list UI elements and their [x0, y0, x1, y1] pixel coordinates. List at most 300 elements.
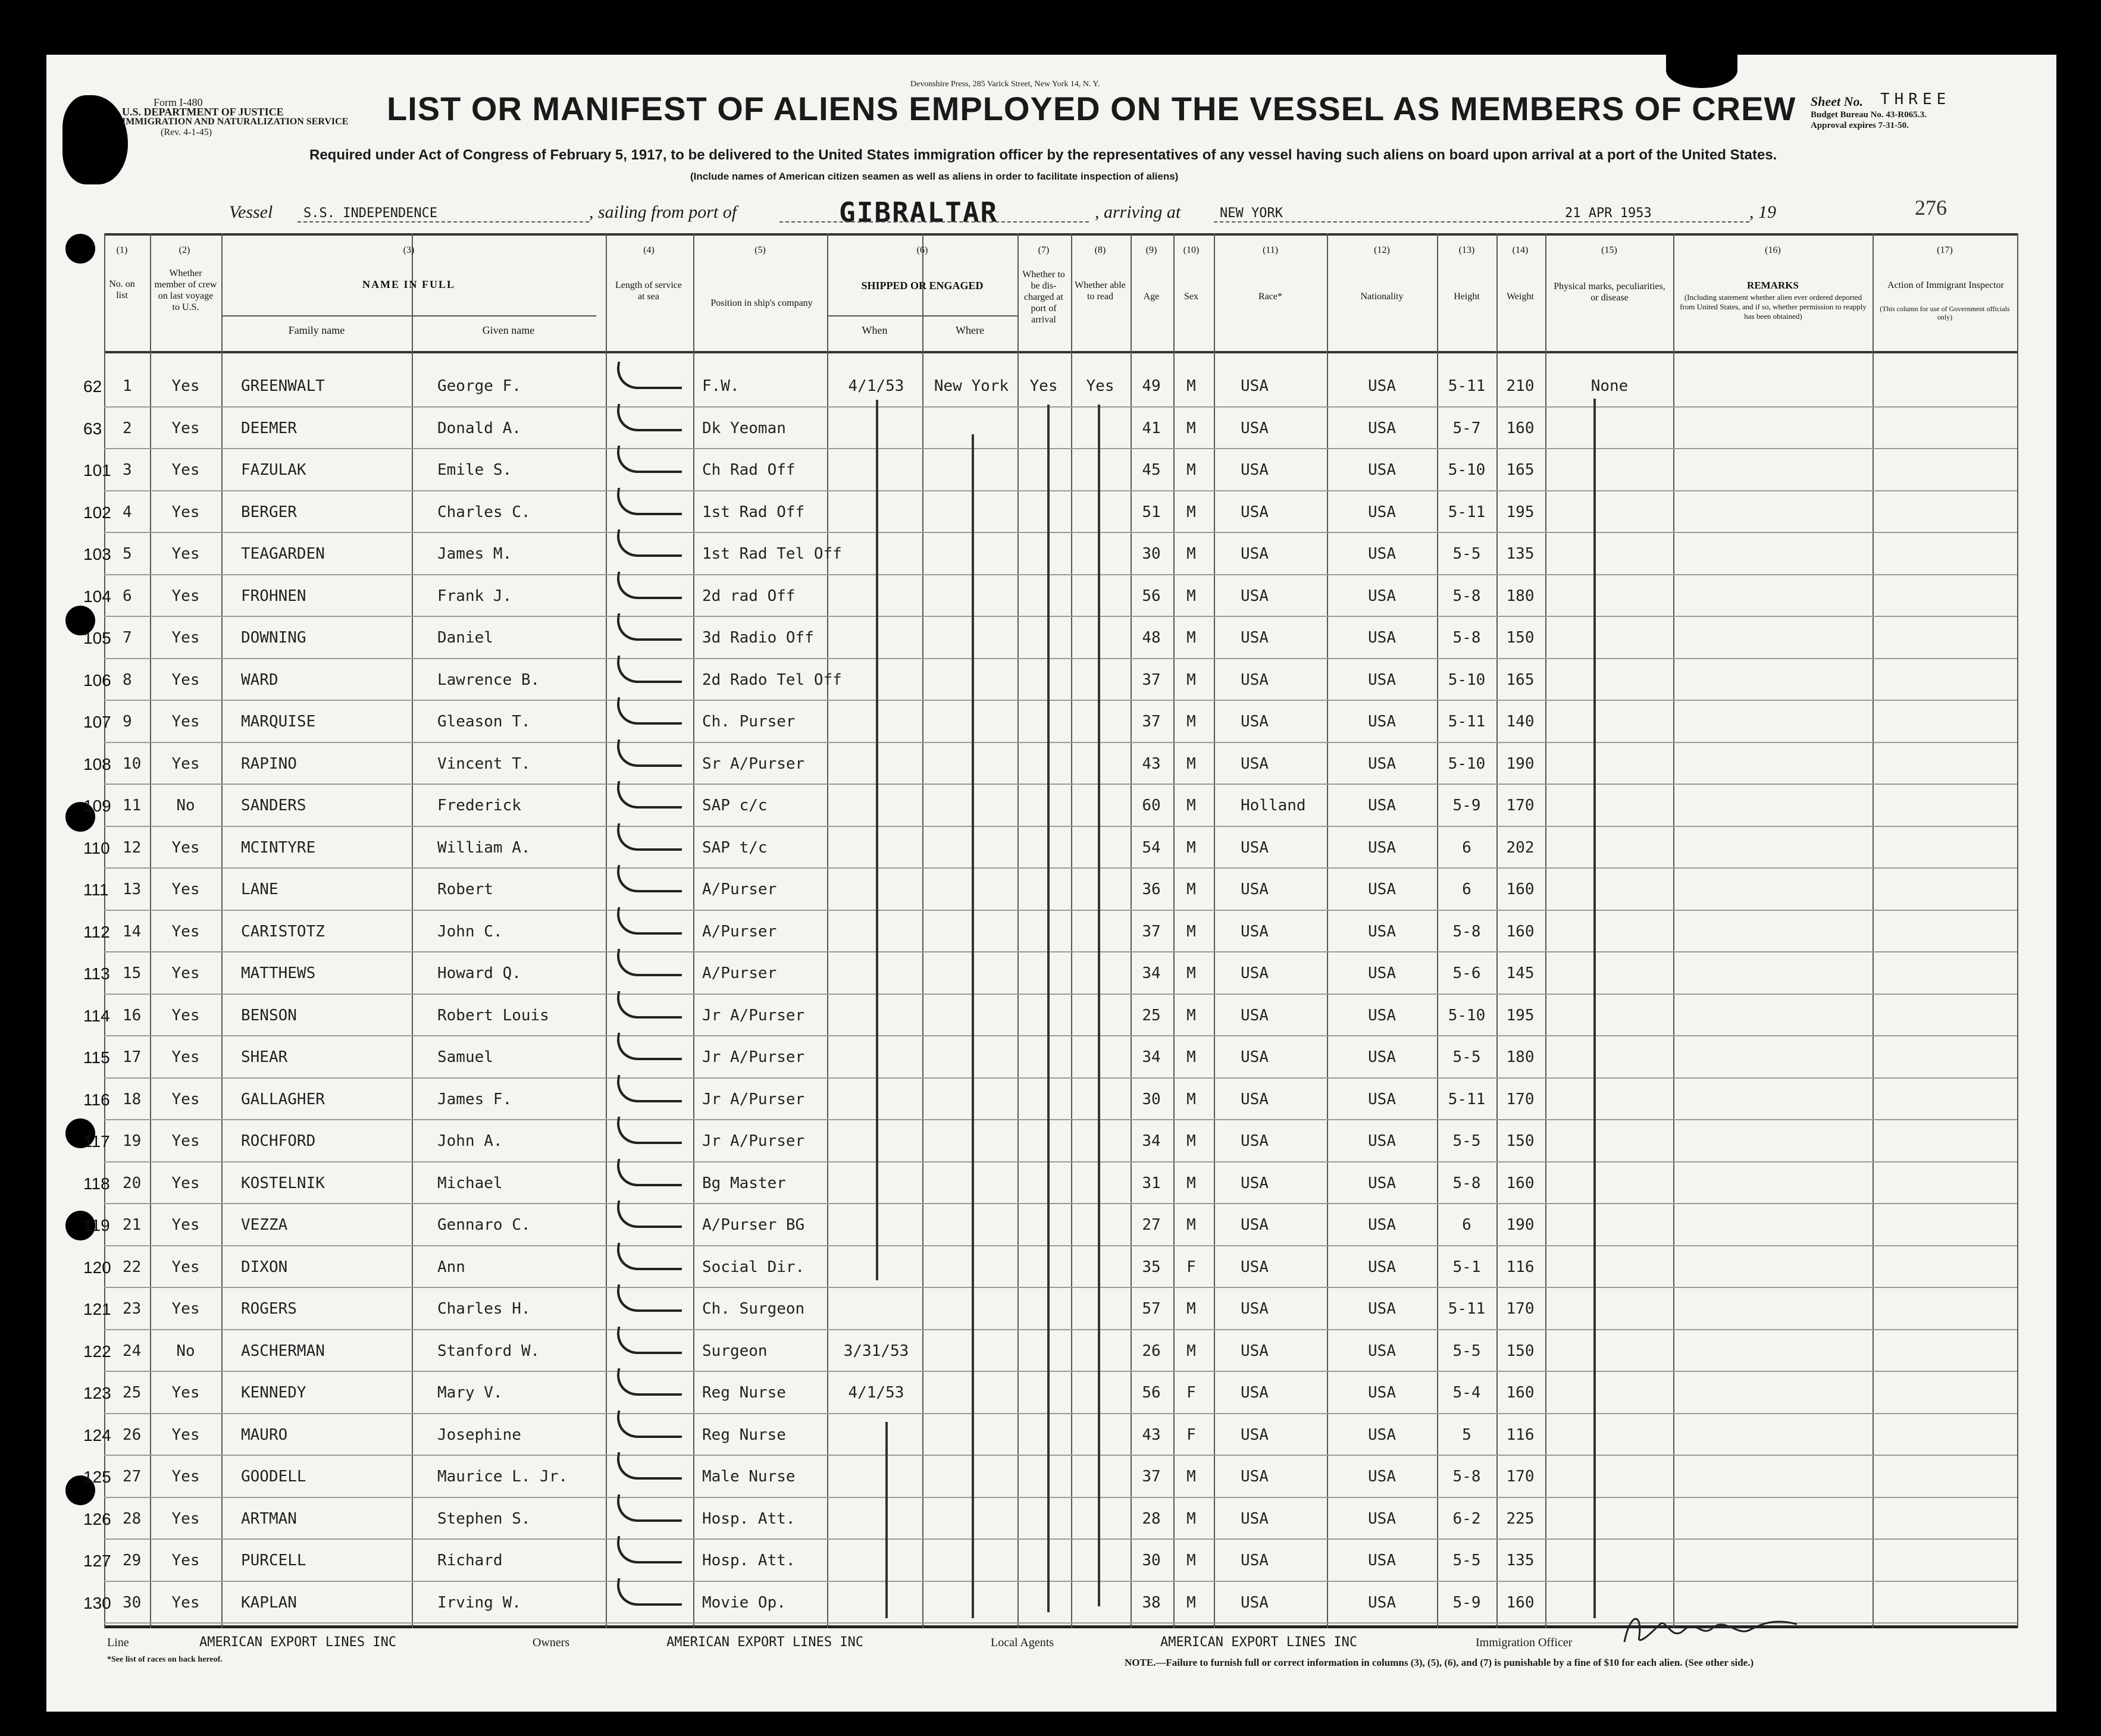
check-mark [614, 446, 685, 473]
sailing-label: , sailing from port of [589, 202, 737, 222]
service: IMMIGRATION AND NATURALIZATION SERVICE [122, 117, 349, 127]
cell-height: 5-11 [1448, 1300, 1486, 1318]
cell-age: 49 [1142, 377, 1161, 395]
cell-pos: Surgeon [702, 1342, 768, 1360]
cell-nat: USA [1368, 1468, 1396, 1486]
col16-header: REMARKS [1747, 280, 1799, 291]
column-rule [922, 233, 923, 1628]
cell-race: USA [1241, 419, 1269, 437]
check-mark [614, 739, 685, 767]
cell-height: 5-8 [1452, 922, 1481, 941]
cell-hand: 122 [83, 1342, 111, 1361]
cell-age: 36 [1142, 880, 1161, 898]
arrival-underline [1214, 221, 1749, 224]
ditto-line [1047, 405, 1050, 1612]
row-rule [104, 1287, 2017, 1288]
cell-given: William A. [437, 838, 531, 857]
cell-age: 43 [1142, 754, 1161, 773]
cell-sex: M [1186, 964, 1196, 982]
cell-given: George F. [437, 377, 521, 395]
cell-nat: USA [1368, 1509, 1396, 1528]
ditto-line [1098, 405, 1100, 1606]
cell-hand: 112 [83, 922, 110, 941]
ditto-line [876, 400, 878, 1280]
col14-num: (14) [1512, 245, 1529, 255]
cell-n: 10 [123, 754, 142, 773]
col8-header: Whether able to read [1075, 280, 1126, 302]
arriving-label: , arriving at [1095, 202, 1181, 222]
cell-n: 24 [123, 1342, 142, 1360]
column-rule [2017, 233, 2018, 1628]
form-note: (Include names of American citizen seamen as well as aliens in order to facilitate inspection of aliens) [690, 171, 1179, 182]
cell-sex: M [1186, 503, 1196, 521]
department: U.S. DEPARTMENT OF JUSTICE [122, 106, 284, 118]
col12-header: Nationality [1360, 292, 1404, 302]
cell-age: 60 [1142, 797, 1161, 814]
cell-age: 37 [1142, 713, 1161, 731]
cell-n: 20 [123, 1174, 142, 1192]
cell-race: USA [1241, 1216, 1269, 1234]
cell-height: 5-10 [1448, 754, 1486, 773]
row-rule [104, 910, 2017, 911]
row-rule [104, 1077, 2017, 1079]
cell-weight: 170 [1506, 1090, 1535, 1108]
check-mark [614, 1452, 685, 1480]
cell-sex: M [1186, 1048, 1196, 1066]
cell-n: 6 [123, 587, 132, 605]
cell-given: James F. [437, 1090, 512, 1108]
column-rule [221, 233, 223, 1628]
cell-given: Mary V. [437, 1384, 503, 1402]
cell-family: PURCELL [241, 1552, 306, 1569]
cell-n: 25 [123, 1384, 142, 1402]
cell-family: RAPINO [241, 754, 297, 773]
row-rule [104, 951, 2017, 952]
cell-given: John A. [437, 1132, 503, 1150]
cell-where: New York [934, 377, 1009, 395]
row-rule [104, 1455, 2017, 1456]
cell-pos: Social Dir. [702, 1258, 805, 1276]
cell-pos: Hosp. Att. [702, 1552, 796, 1569]
cell-crew: Yes [171, 1593, 200, 1612]
cell-sex: M [1186, 880, 1196, 898]
cell-weight: 180 [1506, 1048, 1535, 1066]
cell-family: MCINTYRE [241, 838, 316, 857]
cell-hand: 103 [83, 545, 111, 563]
cell-sex: M [1186, 545, 1196, 563]
cell-when: 4/1/53 [848, 377, 904, 395]
column-rule [1214, 233, 1215, 1628]
torn-corner [1666, 52, 1737, 88]
row-rule [104, 1371, 2017, 1372]
col6-where-header: Where [956, 324, 984, 336]
cell-n: 30 [123, 1593, 142, 1612]
cell-family: ROGERS [241, 1300, 297, 1318]
column-rule [1673, 233, 1674, 1628]
races-note: *See list of races on back hereof. [107, 1655, 223, 1664]
col7-header: Whether to be dis-charged at port of arrival [1022, 270, 1065, 325]
cell-age: 34 [1142, 964, 1161, 982]
row-rule [104, 1581, 2017, 1582]
cell-when: 3/31/53 [843, 1342, 909, 1360]
cell-weight: 190 [1506, 754, 1535, 773]
check-mark [614, 1368, 685, 1396]
check-mark [614, 907, 685, 935]
cell-weight: 195 [1506, 503, 1535, 521]
cell-sex: F [1186, 1384, 1196, 1402]
cell-race: Holland [1241, 797, 1306, 814]
cell-sex: M [1186, 713, 1196, 731]
cell-age: 27 [1142, 1216, 1161, 1234]
cell-nat: USA [1368, 1300, 1396, 1318]
col3-family-header: Family name [288, 324, 345, 336]
cell-hand: 121 [83, 1300, 111, 1318]
cell-crew: Yes [171, 713, 200, 731]
col2-num: (2) [179, 245, 190, 255]
cell-sex: M [1186, 1509, 1196, 1528]
cell-n: 2 [123, 419, 132, 437]
cell-nat: USA [1368, 1132, 1396, 1150]
cell-hand: 113 [83, 964, 110, 983]
cell-family: MAURO [241, 1425, 288, 1444]
check-mark [614, 488, 685, 515]
col10-num: (10) [1183, 245, 1200, 255]
cell-n: 9 [123, 713, 132, 731]
cell-family: FROHNEN [241, 587, 306, 605]
cell-weight: 150 [1506, 1132, 1535, 1150]
cell-nat: USA [1368, 629, 1396, 647]
cell-height: 5-11 [1448, 377, 1486, 395]
cell-weight: 160 [1506, 922, 1535, 941]
vessel-name: S.S. INDEPENDENCE [303, 206, 438, 221]
check-mark [614, 1494, 685, 1522]
check-mark [614, 865, 685, 892]
cell-race: USA [1241, 503, 1269, 521]
cell-height: 5-4 [1452, 1384, 1481, 1402]
col16-num: (16) [1765, 245, 1781, 255]
line-value: AMERICAN EXPORT LINES INC [199, 1635, 397, 1650]
cell-weight: 160 [1506, 880, 1535, 898]
cell-age: 28 [1142, 1509, 1161, 1528]
cell-crew: Yes [171, 1509, 200, 1528]
cell-nat: USA [1368, 670, 1396, 689]
cell-age: 37 [1142, 670, 1161, 689]
cell-race: USA [1241, 1174, 1269, 1192]
cell-race: USA [1241, 1593, 1269, 1612]
row-rule [104, 1119, 2017, 1120]
cell-pos: Reg Nurse [702, 1384, 786, 1402]
cell-family: ROCHFORD [241, 1132, 316, 1150]
cell-age: 37 [1142, 1468, 1161, 1486]
form-title: LIST OR MANIFEST OF ALIENS EMPLOYED ON THE VESSEL AS MEMBERS OF CREW [387, 90, 1796, 127]
cell-crew: No [176, 1342, 195, 1360]
check-mark [614, 656, 685, 683]
cell-weight: 170 [1506, 797, 1535, 814]
cell-nat: USA [1368, 1090, 1396, 1108]
check-mark [614, 1411, 685, 1438]
cell-given: Donald A. [437, 419, 521, 437]
cell-crew: Yes [171, 964, 200, 982]
cell-age: 51 [1142, 503, 1161, 521]
cell-hand: 104 [83, 587, 111, 606]
cell-disch: Yes [1029, 377, 1058, 395]
cell-hand: 108 [83, 754, 111, 773]
cell-age: 56 [1142, 1384, 1161, 1402]
cell-sex: M [1186, 838, 1196, 857]
cell-race: USA [1241, 1342, 1269, 1360]
cell-crew: Yes [171, 880, 200, 898]
col1-header: No. on list [109, 279, 135, 300]
cell-height: 5 [1462, 1425, 1471, 1444]
cell-pos: 1st Rad Off [702, 503, 805, 521]
cell-age: 56 [1142, 587, 1161, 605]
cell-height: 5-5 [1452, 1342, 1481, 1360]
cell-n: 21 [123, 1216, 142, 1234]
cell-hand: 126 [83, 1509, 111, 1528]
cell-crew: Yes [171, 1048, 200, 1066]
cell-age: 30 [1142, 1090, 1161, 1108]
cell-sex: M [1186, 1468, 1196, 1486]
cell-pos: 1st Rad Tel Off [702, 545, 842, 563]
year-label: , 19 [1749, 202, 1776, 222]
cell-nat: USA [1368, 713, 1396, 731]
cell-weight: 165 [1506, 670, 1535, 689]
cell-age: 25 [1142, 1006, 1161, 1024]
cell-nat: USA [1368, 838, 1396, 857]
cell-family: GALLAGHER [241, 1090, 325, 1108]
cell-given: Daniel [437, 629, 493, 647]
cell-height: 5-11 [1448, 1090, 1486, 1108]
cell-pos: Jr A/Purser [702, 1132, 805, 1150]
cell-sex: M [1186, 797, 1196, 814]
cell-sex: M [1186, 1216, 1196, 1234]
cell-crew: No [176, 797, 195, 814]
cell-family: FAZULAK [241, 461, 306, 479]
row-rule [104, 1161, 2017, 1162]
arrival-date: 21 APR 1953 [1565, 206, 1652, 221]
cell-n: 28 [123, 1509, 142, 1528]
cell-weight: 225 [1506, 1509, 1535, 1528]
cell-family: KENNEDY [241, 1384, 306, 1402]
cell-nat: USA [1368, 1425, 1396, 1444]
cell-n: 4 [123, 503, 132, 521]
row-rule [104, 1329, 2017, 1330]
cell-weight: 202 [1506, 838, 1535, 857]
column-rule [1545, 233, 1546, 1628]
name-subheader-rule [221, 315, 596, 317]
cell-age: 37 [1142, 922, 1161, 941]
cell-pos: SAP c/c [702, 797, 768, 814]
cell-height: 5-9 [1452, 797, 1481, 814]
cell-sex: M [1186, 754, 1196, 773]
cell-family: GREENWALT [241, 377, 325, 395]
cell-family: KAPLAN [241, 1593, 297, 1612]
cell-given: James M. [437, 545, 512, 563]
cell-hand: 105 [83, 629, 111, 647]
check-mark [614, 949, 685, 976]
cell-when: 4/1/53 [848, 1384, 904, 1402]
vessel-underline [298, 221, 589, 224]
page-number: 276 [1915, 196, 1947, 220]
check-mark [614, 1284, 685, 1312]
cell-pos: A/Purser BG [702, 1216, 805, 1234]
cell-pos: 3d Radio Off [702, 629, 814, 647]
cell-crew: Yes [171, 377, 200, 395]
cell-pos: Ch Rad Off [702, 461, 796, 479]
cell-pos: Male Nurse [702, 1468, 796, 1486]
cell-sex: F [1186, 1425, 1196, 1444]
cell-nat: USA [1368, 880, 1396, 898]
cell-height: 5-10 [1448, 461, 1486, 479]
cell-hand: 111 [83, 880, 109, 899]
cell-hand: 124 [83, 1425, 111, 1444]
row-rule [104, 1245, 2017, 1246]
cell-age: 38 [1142, 1593, 1161, 1612]
cell-pos: Ch. Surgeon [702, 1300, 805, 1318]
cell-sex: M [1186, 1174, 1196, 1192]
col9-header: Age [1143, 292, 1160, 302]
col1-num: (1) [116, 245, 128, 255]
check-mark [614, 404, 685, 431]
col17-note: (This column for use of Government officials only) [1880, 305, 2010, 321]
cell-height: 5-10 [1448, 670, 1486, 689]
cell-n: 16 [123, 1006, 142, 1024]
cell-nat: USA [1368, 419, 1396, 437]
cell-race: USA [1241, 1048, 1269, 1066]
cell-pos: SAP t/c [702, 838, 768, 857]
cell-sex: M [1186, 419, 1196, 437]
cell-sex: M [1186, 1090, 1196, 1108]
check-mark [614, 1201, 685, 1228]
cell-pos: A/Purser [702, 964, 777, 982]
cell-weight: 135 [1506, 1552, 1535, 1569]
cell-family: ARTMAN [241, 1509, 297, 1528]
cell-given: Josephine [437, 1425, 521, 1444]
cell-race: USA [1241, 1384, 1269, 1402]
cell-n: 3 [123, 461, 132, 479]
cell-hand: 102 [83, 503, 111, 522]
check-mark [614, 529, 685, 557]
col16-note: (Including statement whether alien ever ordered deported from United States, and if so, whether permission to reapply has been obtained) [1680, 293, 1867, 321]
cell-age: 54 [1142, 838, 1161, 857]
check-mark [614, 1243, 685, 1270]
check-mark [614, 697, 685, 725]
cell-crew: Yes [171, 503, 200, 521]
cell-weight: 140 [1506, 713, 1535, 731]
sheet-label: Sheet No. [1811, 94, 1863, 109]
cell-family: GOODELL [241, 1468, 306, 1486]
cell-given: Howard Q. [437, 964, 521, 982]
cell-nat: USA [1368, 1552, 1396, 1569]
cell-crew: Yes [171, 629, 200, 647]
cell-given: Richard [437, 1552, 503, 1569]
cell-crew: Yes [171, 1300, 200, 1318]
row-rule [104, 784, 2017, 785]
cell-n: 14 [123, 922, 142, 941]
cell-race: USA [1241, 1425, 1269, 1444]
cell-read: Yes [1086, 377, 1114, 395]
port-underline [779, 221, 1089, 224]
cell-age: 57 [1142, 1300, 1161, 1318]
cell-crew: Yes [171, 1258, 200, 1276]
row-rule [104, 742, 2017, 743]
cell-race: USA [1241, 377, 1269, 395]
shipped-subheader-rule [827, 315, 1017, 317]
cell-given: Robert Louis [437, 1006, 549, 1024]
cell-pos: A/Purser [702, 922, 777, 941]
cell-race: USA [1241, 1509, 1269, 1528]
owners-value: AMERICAN EXPORT LINES INC [666, 1635, 864, 1650]
cell-crew: Yes [171, 545, 200, 563]
header-bottom-rule [104, 351, 2017, 353]
cell-hand: 62 [83, 377, 102, 396]
cell-marks: None [1590, 377, 1629, 395]
line-label: Line [107, 1636, 129, 1649]
cell-crew: Yes [171, 587, 200, 605]
col15-num: (15) [1601, 245, 1617, 255]
cell-height: 5-8 [1452, 587, 1481, 605]
cell-weight: 165 [1506, 461, 1535, 479]
cell-race: USA [1241, 1468, 1269, 1486]
cell-race: USA [1241, 1258, 1269, 1276]
row-rule [104, 616, 2017, 617]
cell-sex: M [1186, 377, 1196, 395]
cell-pos: Ch. Purser [702, 713, 796, 731]
cell-weight: 135 [1506, 545, 1535, 563]
row-rule [104, 700, 2017, 701]
cell-weight: 210 [1506, 377, 1535, 395]
cell-sex: M [1186, 922, 1196, 941]
cell-given: Frederick [437, 797, 521, 814]
cell-height: 5-5 [1452, 1552, 1481, 1569]
col4-num: (4) [643, 245, 655, 255]
cell-race: USA [1241, 670, 1269, 689]
cell-crew: Yes [171, 419, 200, 437]
budget-bureau: Budget Bureau No. 43-R065.3. [1811, 110, 1927, 120]
cell-hand: 119 [83, 1216, 110, 1234]
cell-sex: M [1186, 670, 1196, 689]
cell-age: 30 [1142, 1552, 1161, 1569]
cell-race: USA [1241, 1090, 1269, 1108]
cell-age: 48 [1142, 629, 1161, 647]
cell-race: USA [1241, 545, 1269, 563]
cell-age: 35 [1142, 1258, 1161, 1276]
check-mark [614, 823, 685, 851]
cell-hand: 114 [83, 1006, 110, 1025]
check-mark [614, 1075, 685, 1102]
officer-label: Immigration Officer [1476, 1636, 1573, 1649]
cell-family: MATTHEWS [241, 964, 316, 982]
col7-num: (7) [1038, 245, 1050, 255]
cell-hand: 120 [83, 1258, 111, 1277]
cell-given: Samuel [437, 1048, 493, 1066]
cell-hand: 118 [83, 1174, 110, 1193]
cell-height: 5-1 [1452, 1258, 1481, 1276]
cell-age: 34 [1142, 1132, 1161, 1150]
cell-weight: 190 [1506, 1216, 1535, 1234]
cell-race: USA [1241, 713, 1269, 731]
ditto-line [1593, 399, 1596, 1618]
vessel-label: Vessel [229, 202, 273, 222]
cell-crew: Yes [171, 1468, 200, 1486]
col5-num: (5) [754, 245, 766, 255]
cell-given: Ann [437, 1258, 465, 1276]
cell-hand: 127 [83, 1552, 111, 1570]
cell-age: 26 [1142, 1342, 1161, 1360]
col10-header: Sex [1184, 292, 1198, 302]
column-rule [1017, 233, 1019, 1628]
row-rule [104, 1497, 2017, 1498]
